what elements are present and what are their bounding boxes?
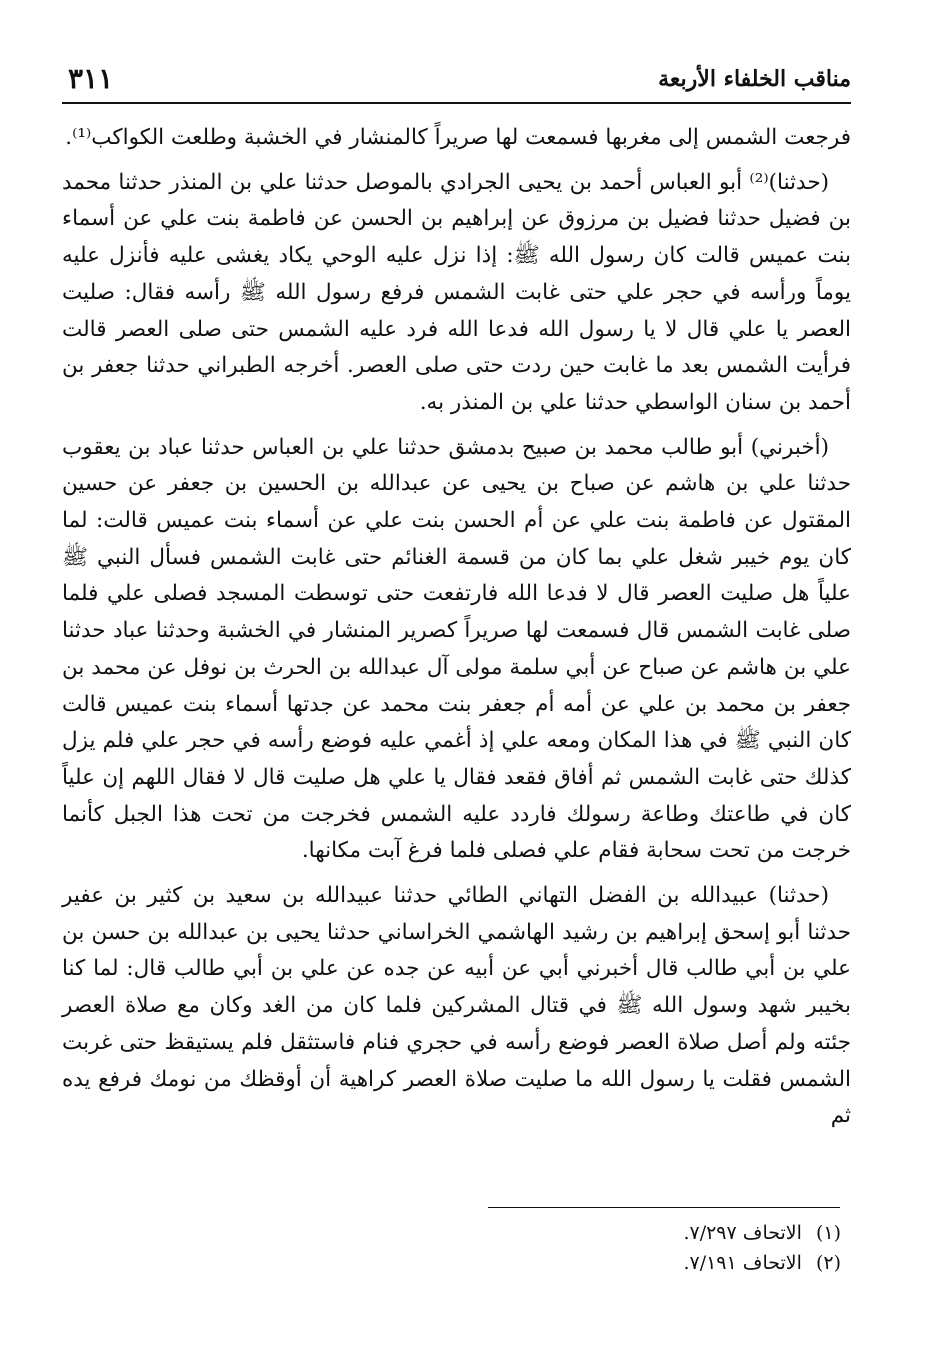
paragraph: (أخبرني) أبو طالب محمد بن صبيح بدمشق حدثنا علي بن العباس حدثنا عباد بن يعقوب حدثنا علي بن هاشم عن صباح بن يحيى عن عبدالله بن الحسين بن جعفر عن حسين المقتول عن فاطمة بنت علي عن أم الحسن بنت علي عن أسماء بنت عميس قالت: لما كان يوم خيبر شغل علي بما كان من قسمة الغنائم حتى غابت الشمس فسأل النبي ﷺ علياً هل صليت العصر قال لا فدعا الله فارتفعت حتى توسطت المسجد فصلى علي فلما صلى غابت الشمس قال فسمعت لها صريراً كصرير المنشار في الخشبة وحدثنا عباد حدثنا علي بن هاشم عن صباح عن أبي سلمة مولى آل عبدالله بن الحرث بن نوفل عن محمد بن جعفر بن محمد بن علي عن أمه أم جعفر بنت محمد عن جدتها أسماء بنت عميس قالت كان النبي ﷺ في هذا المكان ومعه علي إذ أغمي عليه فوضع رأسه في حجر علي فلم يزل كذلك حتى غابت الشمس ثم أفاق فقعد فقال يا علي هل صليت قال لا فقال اللهم إن علياً كان في طاعتك وطاعة رسولك فاردد عليه الشمس فخرجت من تحت هذا الجبل كأنما خرجت من تحت سحابة فقام علي فصلى فلما فرغ آبت مكانها. xyxy=(62,434,851,864)
footnote-text: الاتحاف ٧/١٩١. xyxy=(683,1252,802,1274)
paragraph: (حدثنا) عبيدالله بن الفضل التهاني الطائي حدثنا عبيدالله بن سعيد بن كثير بن عفير حدثنا أبو إسحق إبراهيم بن رشيد الهاشمي الخراساني حدثنا يحيى بن عبدالله بن حسن بن علي بن أبي طالب قال أخبرني أبي عن أبيه عن جده عن علي بن أبي طالب قال: لما كنا بخيبر شهد وسول الله ﷺ في قتال المشركين فلما كان من الغد وكان مع صلاة العصر جئته ولم أصل صلاة العصر فوضع رأسه في حجري فنام فاستثقل فلم يستيقظ حتى غربت الشمس فقلت يا رسول الله ما صليت صلاة العصر كراهية أن أوقظك من نومك فرفع يده ثم xyxy=(62,883,851,1129)
page-header xyxy=(62,62,851,104)
paragraph: (حدثنا)⁽²⁾ أبو العباس أحمد بن يحيى الجرادي بالموصل حدثنا علي بن المنذر حدثنا محمد بن فضيل حدثنا فضيل بن مرزوق عن إبراهيم بن الحسن عن فاطمة بنت علي عن أسماء بنت عميس قالت كان رسول الله ﷺ: إذا نزل عليه الوحي يكاد يغشى عليه فأنزل عليه يوماً ورأسه في حجر علي حتى غابت الشمس فرفع رسول الله ﷺ رأسه فقال: صليت العصر يا علي قال لا يا رسول الله فدعا الله فرد عليه الشمس حتى صلى العصر قالت فرأيت الشمس بعد ما غابت حين ردت حتى صلى العصر. أخرجه الطبراني حدثنا جعفر بن أحمد بن سنان الواسطي حدثنا علي بن المنذر به. xyxy=(62,169,851,415)
footnote-number: (٢) xyxy=(815,1252,841,1274)
main-text xyxy=(62,120,851,1143)
footnote xyxy=(300,1248,841,1278)
footnotes xyxy=(300,1218,841,1278)
footnote-text: الاتحاف ٧/٢٩٧. xyxy=(683,1222,802,1244)
running-title: مناقب الخلفاء الأربعة xyxy=(658,66,851,92)
paragraph: فرجعت الشمس إلى مغربها فسمعت لها صريراً كالمنشار في الخشبة وطلعت الكواكب⁽¹⁾. xyxy=(65,125,851,150)
footnote-divider xyxy=(488,1207,840,1208)
footnote xyxy=(300,1218,841,1248)
page-number: ٣١١ xyxy=(68,62,114,95)
footnote-number: (١) xyxy=(815,1222,841,1244)
